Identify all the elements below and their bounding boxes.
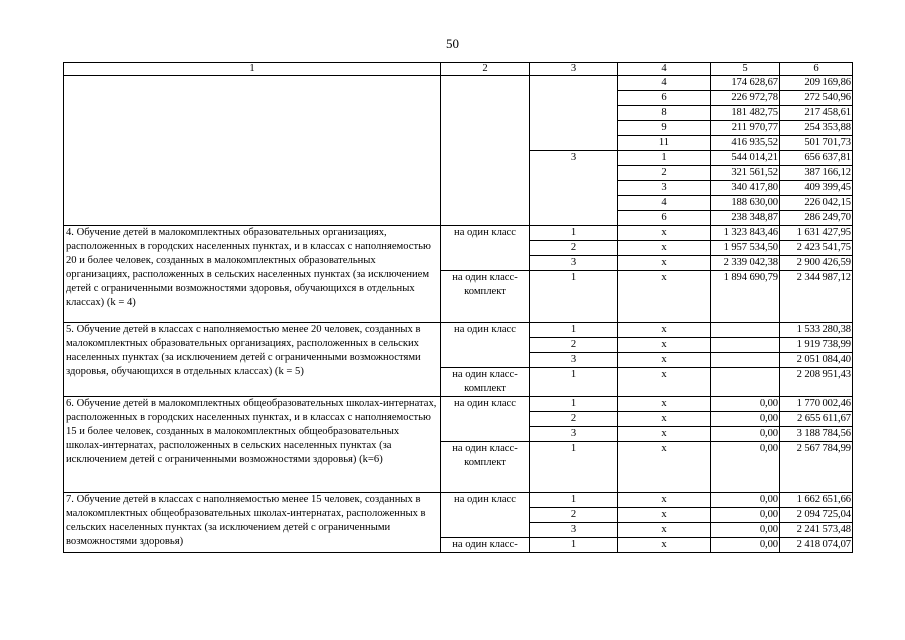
cell-value-5 [711,368,780,397]
cell-value-5: 211 970,77 [711,121,780,136]
cell-col-3: 3 [530,523,618,538]
cell-value-6: 2 241 573,48 [780,523,853,538]
cell-col-4: х [618,271,711,323]
cell-col-3: 3 [530,427,618,442]
cell-col-3: 1 [530,323,618,338]
section-description: 5. Обучение детей в классах с наполняемостью менее 20 человек, созданных в малокомплектных образовательных организациях, расположенных в сельских населенных пунктах (за исключением детей с ограниченными возможностями здоровья, обучающихся в отдельных классах) (k = 5) [64,323,441,397]
cell-value-6: 1 770 002,46 [780,397,853,412]
cell-col-3: 1 [530,442,618,493]
cell-col-3: 1 [530,271,618,323]
unit-label: на один класс-комплект [441,271,530,323]
cell-value-5: 0,00 [711,538,780,553]
cell-col-4: х [618,427,711,442]
cell-col-4: х [618,226,711,241]
cell-value-6: 2 418 074,07 [780,538,853,553]
cell-value-6: 2 423 541,75 [780,241,853,256]
cell-value-5: 340 417,80 [711,181,780,196]
cell-value-5: 2 339 042,38 [711,256,780,271]
cell-value-6: 1 919 738,99 [780,338,853,353]
cell-col-4: х [618,338,711,353]
cell-value-6: 217 458,61 [780,106,853,121]
cell-value-6: 2 900 426,59 [780,256,853,271]
cell-value-6: 1 533 280,38 [780,323,853,338]
cell-value-5: 1 957 534,50 [711,241,780,256]
cell-value-5: 238 348,87 [711,211,780,226]
unit-label: на один класс [441,493,530,538]
cell-num: 6 [618,91,711,106]
cell-value-5: 0,00 [711,427,780,442]
cell-num: 11 [618,136,711,151]
cell-value-6: 2 094 725,04 [780,508,853,523]
cell-num: 2 [618,166,711,181]
cell-value-5: 416 935,52 [711,136,780,151]
cell-col-3: 3 [530,353,618,368]
cell-col-3: 2 [530,338,618,353]
cell-col-4: х [618,397,711,412]
cell-value-5: 0,00 [711,493,780,508]
cell-value-5 [711,323,780,338]
cell-value-5: 0,00 [711,397,780,412]
cell-value-5: 181 482,75 [711,106,780,121]
cell-col-4: х [618,353,711,368]
cell-value-6: 3 188 784,56 [780,427,853,442]
cont-col-2 [441,76,530,226]
cell-col-3: 2 [530,241,618,256]
cell-col-4: х [618,241,711,256]
cell-value-6: 1 631 427,95 [780,226,853,241]
cell-value-5: 0,00 [711,523,780,538]
cell-value-5: 188 630,00 [711,196,780,211]
cell-col-3: 2 [530,412,618,427]
cell-col-3: 2 [530,508,618,523]
cell-num: 1 [618,151,711,166]
unit-label: на один класс-комплект [441,368,530,397]
cell-value-6: 2 655 611,67 [780,412,853,427]
unit-label: на один класс- [441,538,530,553]
header-col-5: 5 [711,63,780,76]
cell-num: 4 [618,76,711,91]
cell-value-5: 1 323 843,46 [711,226,780,241]
cell-col-3: 1 [530,397,618,412]
unit-label: на один класс [441,397,530,442]
table-row [64,493,853,508]
header-col-2: 2 [441,63,530,76]
cell-value-6: 501 701,73 [780,136,853,151]
cell-col-3: 3 [530,256,618,271]
cell-col-4: х [618,538,711,553]
cell-value-6: 2 567 784,99 [780,442,853,493]
cell-value-6: 656 637,81 [780,151,853,166]
cell-num: 9 [618,121,711,136]
cell-value-6: 209 169,86 [780,76,853,91]
cell-group: 3 [530,151,618,226]
tariff-table [63,62,853,553]
cell-col-4: х [618,508,711,523]
cell-num: 4 [618,196,711,211]
cell-col-3: 1 [530,226,618,241]
cell-value-6: 272 540,96 [780,91,853,106]
cell-col-3: 1 [530,368,618,397]
cell-value-5: 226 972,78 [711,91,780,106]
header-row [64,63,853,76]
cell-value-6: 286 249,70 [780,211,853,226]
cell-value-6: 1 662 651,66 [780,493,853,508]
cont-col-1 [64,76,441,226]
cell-value-6: 226 042,15 [780,196,853,211]
table-row [64,76,853,91]
cell-col-3: 1 [530,538,618,553]
cell-num: 3 [618,181,711,196]
header-col-4: 4 [618,63,711,76]
header-col-1: 1 [64,63,441,76]
unit-label: на один класс [441,226,530,271]
cell-num: 8 [618,106,711,121]
cell-num: 6 [618,211,711,226]
cell-value-5: 1 894 690,79 [711,271,780,323]
cell-value-5: 0,00 [711,412,780,427]
cell-value-6: 2 344 987,12 [780,271,853,323]
cell-col-4: х [618,323,711,338]
cell-value-5: 0,00 [711,442,780,493]
cell-value-5: 0,00 [711,508,780,523]
cell-value-6: 409 399,45 [780,181,853,196]
cell-col-4: х [618,523,711,538]
page-number: 50 [446,36,459,51]
header-col-3: 3 [530,63,618,76]
cont-col-3 [530,76,618,151]
cell-value-6: 2 208 951,43 [780,368,853,397]
cell-col-4: х [618,493,711,508]
cell-value-5 [711,338,780,353]
cell-value-6: 2 051 084,40 [780,353,853,368]
cell-col-4: х [618,368,711,397]
cell-value-5 [711,353,780,368]
cell-value-5: 321 561,52 [711,166,780,181]
table-row [64,397,853,412]
cell-col-3: 1 [530,493,618,508]
section-description: 7. Обучение детей в классах с наполняемостью менее 15 человек, созданных в малокомплектных общеобразовательных школах-интернатах, расположенных в сельских населенных пунктах (за исключением детей с ограниченными возможностями здоровья) [64,493,441,553]
table-row [64,323,853,338]
unit-label: на один класс-комплект [441,442,530,493]
cell-value-5: 544 014,21 [711,151,780,166]
unit-label: на один класс [441,323,530,368]
table-row [64,226,853,241]
cell-col-4: х [618,256,711,271]
cell-value-6: 254 353,88 [780,121,853,136]
cell-col-4: х [618,412,711,427]
section-description: 6. Обучение детей в малокомплектных общеобразовательных школах-интернатах, расположенных в городских населенных пунктах, и в классах с наполняемостью 15 и более человек, созданных в малокомплектных общеобразовательных школах-интернатах, расположенных в сельских населенных пунктах (за исключением детей с ограниченными возможностями здоровья) (k=6) [64,397,441,493]
cell-value-5: 174 628,67 [711,76,780,91]
header-col-6: 6 [780,63,853,76]
cell-value-6: 387 166,12 [780,166,853,181]
cell-col-4: х [618,442,711,493]
section-description: 4. Обучение детей в малокомплектных образовательных организациях, расположенных в городских населенных пунктах, и в классах с наполняемостью 20 и более человек, созданных в малокомплектных образовательных организациях, расположенных в сельских населенных пунктах (за исключением детей с ограниченными возможностями здоровья, обучающихся в отдельных классах) (k = 4) [64,226,441,323]
